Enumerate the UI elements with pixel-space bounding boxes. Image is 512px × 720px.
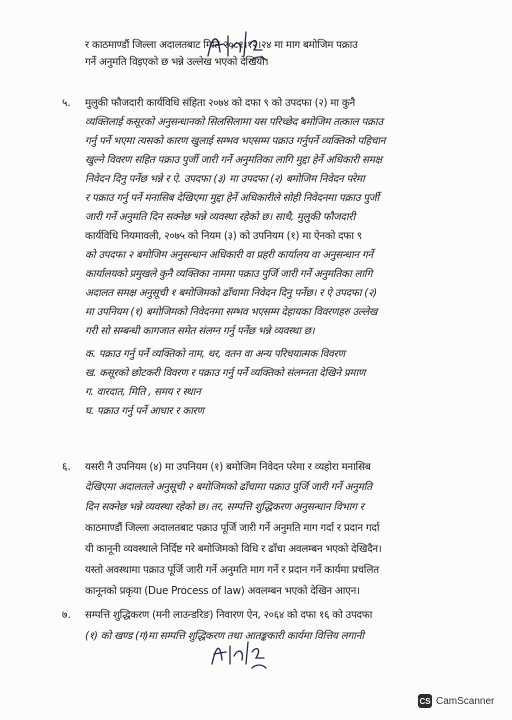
item-5-list-item: ग. वारदात, मिति , समय र स्थान	[85, 386, 201, 398]
item-5-line: खुल्ने विवरण सहित पक्राउ पुर्जी जारी गर्ने अनुमतिका लागि मुद्दा हेर्ने अधिकारी समक्ष	[85, 154, 382, 166]
item-5-line: व्यक्तिलाई कसूरको अनुसन्धानको सिलसिलामा यस परिच्छेद बमोजिम तत्काल पक्राउ	[85, 116, 383, 128]
item-6-line: देखिएमा अदालतले अनुसूची २ बमोजिमको ढाँचामा पक्राउ पुर्जि जारी गर्ने अनुमति	[85, 481, 372, 493]
camscanner-watermark	[418, 694, 494, 708]
item-6-line: कानूनको प्रकृया (Due Process of law) अवलम्बन भएको देखिन आएन।	[85, 585, 360, 597]
item-5-line: निवेदन दिनु पर्नेछ भन्ने र ऐ. उपदफा (३) मा उपदफा (२) बमोजिम निवेदन परेमा	[85, 173, 365, 185]
item-6-line: काठमाण्डौं जिल्ला अदालतबाट पक्राउ पूर्जि जारी गर्ने अनुमति माग गर्दा र प्रदान गर्दा	[85, 522, 380, 534]
item-7-line: (१) को खण्ड (ग)मा सम्पत्ति शुद्धिकरण तथा आतङ्ककारी कार्यमा वित्तिय लगानी	[85, 630, 364, 642]
item-5-line: कार्यालयको प्रमुखले कुनै व्यक्तिका नाममा पक्राउ पुर्जि जारी गर्ने अनुमतिका लागि	[85, 268, 373, 280]
item-5-line: र पक्राउ गर्नु पर्ने मनासिब देखिएमा मुद्दा हेर्ने अधिकारीले सोही निवेदनमा पक्राउ पुर्जी	[85, 192, 379, 204]
top-paragraph-line-1: र काठमाण्डौं जिल्ला अदालतबाट मिति २०८१।१२।२४ मा माग बमोजिम पक्राउ	[85, 39, 358, 51]
item-5-line: को उपदफा २ बमोजिम अनुसन्धान अधिकारी वा प्रहरी कार्यालय वा अनुसन्धान गर्ने	[85, 249, 373, 261]
camscanner-logo-icon: CS	[418, 694, 432, 708]
item-5-line: अदालत समक्ष अनुसूची १ बमोजिमको ढाँचामा निवेदन दिनु पर्नेछ। र ऐ उपदफा (२)	[85, 287, 377, 299]
item-5-list-item: क. पक्राउ गर्नु पर्ने व्यक्तिको नाम, थर, वतन वा अन्य परिचयात्मक विवरण	[85, 348, 345, 360]
item-5-line: जारी गर्ने अनुमति दिन सक्नेछ भन्ने व्यवस्था रहेको छ। साथै, मुलुकी फौजदारी	[85, 211, 356, 223]
item-5-line: मा उपनियम (१) बमोजिमको निवेदनमा सम्भव भएसम्म देहायका विवरणहरु उल्लेख	[85, 306, 378, 318]
item-6-number: ६.	[62, 461, 71, 473]
item-5-line: कार्यविधि नियमावली, २०७५ को नियम (३) को उपनियम (१) मा ऐनको दफा ९	[85, 230, 362, 242]
item-5-line: मुलुकी फौजदारी कार्यविधि संहिता २०७४ को दफा ९ को उपदफा (२) मा कुनै	[85, 97, 355, 109]
item-6-line: यसरी नै उपनियम (४) मा उपनियम (१) बमोजिम निवेदन परेमा र व्यहोरा मनासिब	[85, 461, 371, 473]
item-6-line: यी कानूनी व्यवस्थाले निर्दिष्ट गरे बमोजिमको विधि र ढाँचा अवलम्बन भएको देखिदैन।	[85, 543, 382, 555]
camscanner-label: CamScanner	[436, 695, 495, 707]
item-6-line: यस्तो अवस्थामा पक्राउ पूर्जि जारी गर्ने अनुमति माग गर्ने र प्रदान गर्ने कार्यमा प्रचलित	[85, 564, 379, 576]
top-paragraph-line-2: गर्ने अनुमति विइएको छ भन्ने उल्लेख भएको देखियो।	[85, 56, 269, 68]
item-5-list-item: घ. पक्राउ गर्नु पर्ने आधार र कारण	[85, 405, 204, 417]
item-7-number: ७.	[62, 609, 71, 621]
item-6-line: दिन सक्नेछ भन्ने व्यवस्था रहेको छ। तर, सम्पत्ति शुद्धिकरण अनुसन्धान विभाग र	[85, 501, 364, 513]
item-5-number: ५.	[62, 97, 71, 109]
item-5-line: गर्नु पर्ने भएमा त्यसको कारण खुलाई सम्भव भएसम्म पक्राउ गर्नुपर्ने व्यक्तिको पहिचान	[85, 135, 386, 147]
handwritten-signature-bottom	[206, 636, 270, 676]
item-5-line: गरी सो सम्बन्धी कागजात समेत संलग्न गर्नु पर्नेछ भन्ने व्यवस्था छ।	[85, 325, 315, 337]
item-5-list-item: ख. कसूरको छोटकरी विवरण र पक्राउ गर्नु पर्ने व्यक्तिको संलग्नता देखिने प्रमाण	[85, 367, 366, 379]
item-7-line: सम्पत्ति शुद्धिकरण (मनी लाउन्डरिङ) निवारण ऐन, २०६४ को दफा १६ को उपदफा	[85, 609, 373, 621]
